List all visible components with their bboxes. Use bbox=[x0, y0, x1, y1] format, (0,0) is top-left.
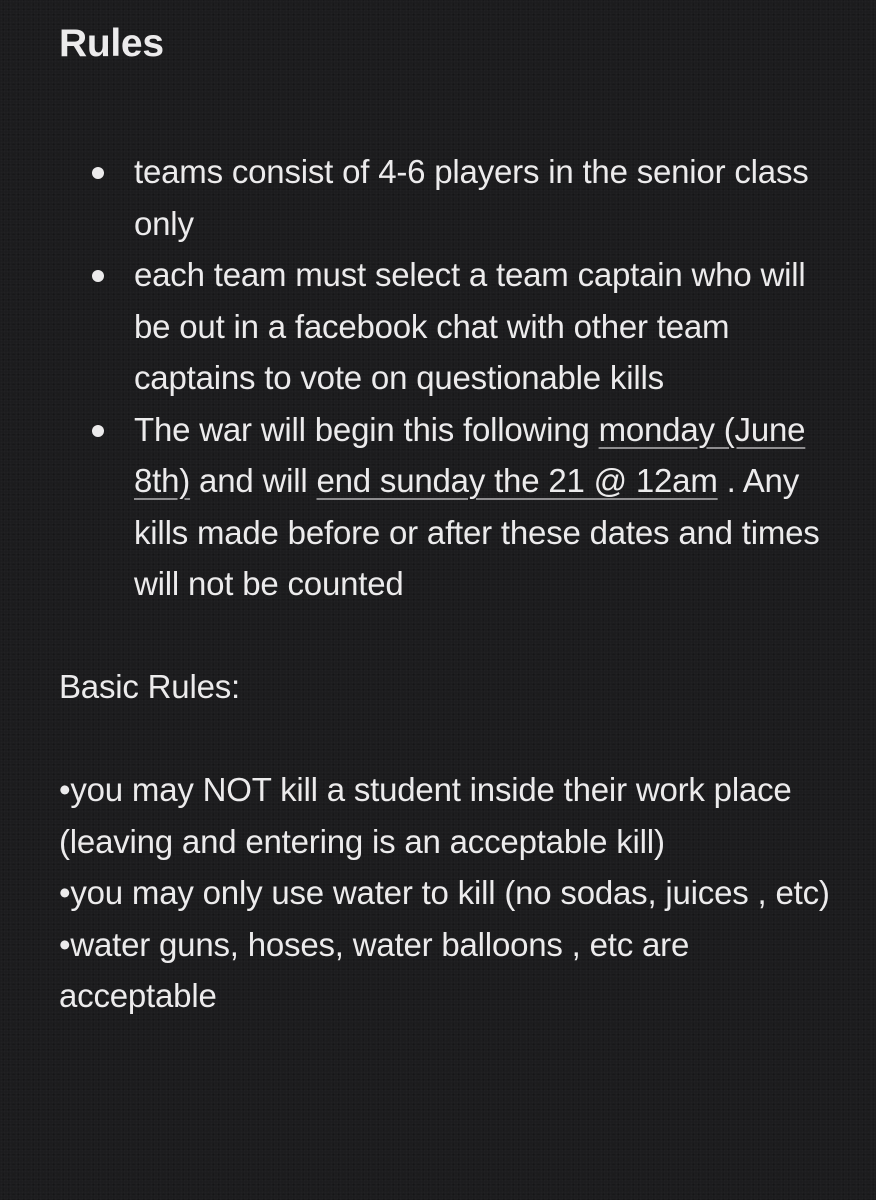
bullet-dot-icon bbox=[92, 425, 104, 437]
bullet-text-part: and will bbox=[190, 462, 317, 499]
rules-bullet-list bbox=[59, 146, 836, 610]
note-title: Rules bbox=[59, 22, 164, 65]
date-link[interactable]: end sunday the 21 @ 12am bbox=[316, 462, 718, 499]
bullet-text-part: . Any kills made before or after these dates and times will not be counted bbox=[134, 462, 820, 602]
list-item bbox=[59, 146, 836, 249]
list-item bbox=[59, 249, 836, 404]
bullet-dot-icon bbox=[92, 270, 104, 282]
bullet-text-part: The war will begin this following bbox=[134, 410, 599, 448]
bullet-text: teams consist of 4-6 players in the senior class only bbox=[134, 153, 809, 242]
basic-rule-item: •you may NOT kill a student inside their work place (leaving and entering is an acceptable kill) bbox=[59, 771, 792, 860]
date-link[interactable]: monday (June 8th) bbox=[134, 410, 806, 499]
basic-rules-section bbox=[59, 610, 836, 1022]
basic-rule-item: •you may only use water to kill (no sodas, juices , etc) bbox=[59, 874, 830, 911]
basic-rule-item: •water guns, hoses, water balloons , etc are acceptable bbox=[59, 925, 690, 1014]
list-item bbox=[59, 404, 836, 610]
bullet-dot-icon bbox=[92, 167, 104, 179]
basic-rules-heading: Basic Rules: bbox=[59, 668, 241, 705]
bullet-text: each team must select a team captain who will be out in a facebook chat with other team captains to vote on questionable kills bbox=[134, 256, 806, 396]
